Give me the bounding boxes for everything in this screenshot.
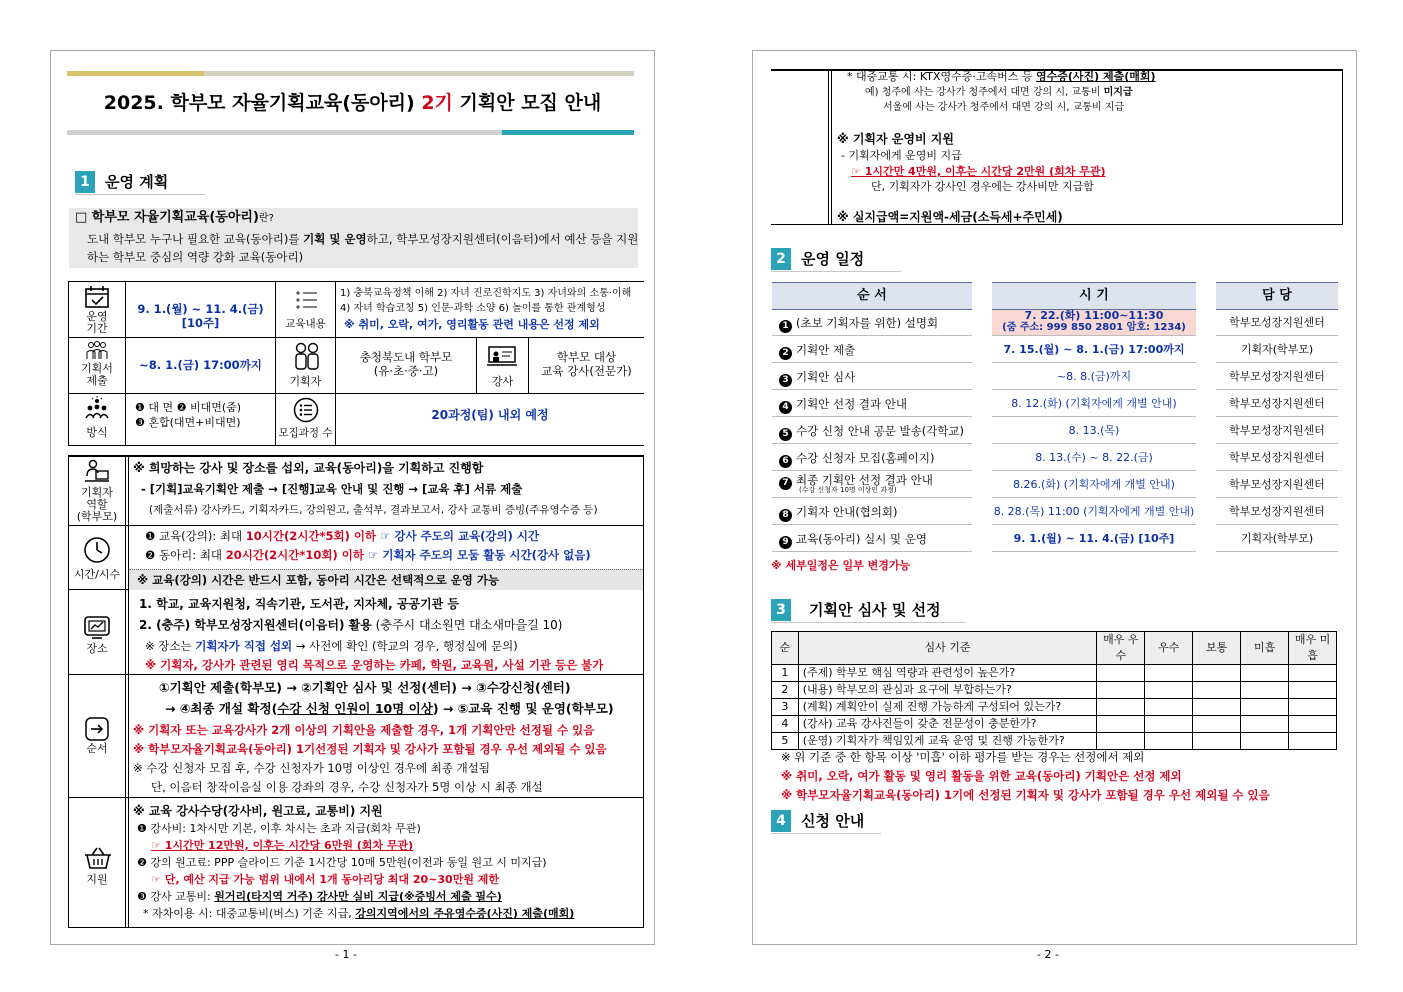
criteria-row [772, 733, 1337, 750]
criteria-text: (강사) 교육 강사진들이 갖춘 전문성이 충분한가? [798, 716, 1097, 733]
schedule-owner: 기획자(학부모) [1240, 532, 1314, 545]
criteria-score-cell[interactable] [1097, 682, 1145, 699]
support-label: 지원 [86, 873, 108, 886]
schedule-time: 8. 12.(화) (기획자에게 개별 안내) [1011, 397, 1177, 410]
place-line-3: ※ 장소는 기획자가 직접 섭외 → 사전에 확인 (학교의 경우, 행정실에 문의) [145, 639, 518, 653]
criteria-note-3: ※ 학부모자율기획교육(동아리) 1기에 선정된 기획자 및 강사가 포함될 경우 우선 제외될 수 있음 [781, 788, 1270, 802]
schedule-task: 5 수강 신청 안내 공문 발송(각학교) [779, 424, 964, 441]
criteria-score-cell[interactable] [1193, 716, 1241, 733]
role-line-3: (제출서류) 강사카드, 기획자카드, 강의원고, 출석부, 결과보고서, 강사 교통비 증빙(주유영수증 등) [149, 504, 598, 516]
schedule-owner: 학부모성장지원센터 [1229, 424, 1325, 437]
schedule-time: ~8. 8.(금)까지 [1056, 370, 1132, 383]
section-4-number: 4 [771, 810, 791, 832]
criteria-row [772, 665, 1337, 682]
definition-line-2: 하는 학부모 중심의 역량 강화 교육(동아리) [87, 250, 304, 264]
p2-top-line-1: * 대중교통 시: KTX영수증·고속버스 등 영수증(사진) 제출(매회) [847, 70, 1156, 83]
arrow-right-box-icon [85, 717, 109, 741]
method-icon [85, 396, 109, 422]
order-line-2: → ④최종 개설 확정(수강 신청 인원이 10명 이상) → ⑤교육 진행 및 운영(학부모) [165, 701, 614, 716]
section-1-number: 1 [75, 171, 95, 193]
place-label: 장소 [86, 642, 108, 655]
monitor-chart-icon [83, 614, 111, 640]
schedule-header-task: 순 서 [772, 282, 972, 310]
criteria-text: (운영) 기획자가 책임있게 교육 운영 및 진행 가능한가? [798, 733, 1097, 750]
title-bar-top [204, 71, 634, 76]
criteria-note-2: ※ 취미, 오락, 여가 활동 및 영리 활동을 위한 교육(동아리) 기획안은 선정 제외 [781, 769, 1182, 783]
schedule-time: 8.26.(화) (기획자에게 개별 안내) [1013, 478, 1175, 491]
criteria-header-very-poor: 매우 미흡 [1289, 632, 1337, 665]
criteria-score-cell[interactable] [1145, 716, 1193, 733]
step-number: 8 [779, 509, 792, 522]
schedule-owner: 기획자(학부모) [1240, 343, 1314, 356]
planner-value: 충청북도내 학부모 (유·초·중·고) [359, 350, 453, 378]
p2-top-line-2: 예) 청주에 사는 강사가 청주에서 대면 강의 시, 교통비 미지급 [865, 87, 1133, 98]
section-3-number: 3 [771, 599, 791, 621]
title-bar-bottom [67, 130, 502, 135]
order-line-4: ※ 학부모자율기획교육(동아리) 1기선정된 기획자 및 강사가 포함될 경우 우선 제외될 수 있음 [133, 742, 607, 756]
schedule-time-note: (줌 주소: 999 850 2801 암호: 1234) [1002, 322, 1186, 333]
place-line-2: 2. (충주) 학부모성장지원센터(이음터) 활용 (충주시 대소원면 대소새마을길 10) [139, 618, 563, 632]
submit-value: ~8. 1.(금) 17:00까지 [139, 358, 262, 372]
criteria-score-cell[interactable] [1097, 665, 1145, 682]
criteria-score-cell[interactable] [1097, 716, 1145, 733]
criteria-no: 2 [772, 682, 799, 699]
schedule-owner: 학부모성장지원센터 [1229, 316, 1325, 329]
criteria-score-cell[interactable] [1289, 699, 1337, 716]
schedule-time: 8. 28.(목) 11:00 (기획자에게 개별 안내) [993, 505, 1195, 518]
order-line-3: ※ 기획자 또는 교육강사가 2개 이상의 기획안을 제출할 경우, 1개 기획안만 선정될 수 있음 [133, 723, 595, 737]
step-number: 7 [779, 477, 792, 490]
p2-top-line-7: 단, 기획자가 강사인 경우에는 강사비만 지급함 [871, 180, 1094, 193]
support-line-7: * 자차이용 시: 대중교통비(버스) 기준 지급, 강의지역에서의 주유영수증(사진) 제출(매회) [143, 907, 575, 920]
list-icon [295, 289, 319, 311]
order-label: 순서 [86, 742, 108, 755]
schedule-header-time: 시 기 [992, 282, 1196, 310]
criteria-header-text: 심사 기준 [798, 632, 1097, 665]
criteria-score-cell[interactable] [1241, 733, 1289, 750]
step-number: 5 [779, 428, 792, 441]
schedule-task: 6 수강 신청자 모집(홈페이지) [779, 451, 934, 468]
list-circle-icon [293, 397, 319, 423]
criteria-score-cell[interactable] [1145, 682, 1193, 699]
criteria-score-cell[interactable] [1241, 665, 1289, 682]
support-line-4: ❷ 강의 원고료: PPP 슬라이드 기준 1시간당 10매 5만원(이전과 동일 원고 시 미지급) [137, 856, 547, 869]
criteria-score-cell[interactable] [1241, 699, 1289, 716]
definition-heading: □ 학부모 자율기획교육(동아리)란? [75, 210, 274, 225]
criteria-score-cell[interactable] [1145, 733, 1193, 750]
schedule-task: 7 최종 기획안 선정 결과 안내 [779, 473, 933, 490]
criteria-score-cell[interactable] [1097, 733, 1145, 750]
step-number: 2 [779, 347, 792, 360]
criteria-score-cell[interactable] [1289, 682, 1337, 699]
support-line-5: ☞ 단, 예산 지급 가능 범위 내에서 1개 동아리당 최대 20~30만원 제한 [151, 873, 500, 886]
criteria-score-cell[interactable] [1193, 699, 1241, 716]
page-number-1: - 1 - [335, 948, 357, 961]
content-line-2: 4) 자녀 학습코칭 5) 인문·과학 소양 6) 놀이를 통한 관계형성 [340, 303, 606, 314]
time-line-3: ※ 교육(강의) 시간은 반드시 포함, 동아리 시간은 선택적으로 운영 가능 [137, 573, 500, 587]
schedule-owner: 학부모성장지원센터 [1229, 370, 1325, 383]
order-line-6: 단, 이음터 창작이음실 이용 강좌의 경우, 수강 신청자가 5명 이상 시 최종 개설 [151, 780, 543, 794]
section-4-title: 신청 안내 [801, 812, 865, 830]
role-label: 기획자 역할 (학부모) [76, 486, 118, 523]
content-line-1: 1) 충북교육정책 이해 2) 자녀 진로진학지도 3) 자녀와의 소통·이해 [340, 288, 632, 299]
schedule-time: 8. 13.(수) ~ 8. 22.(금) [1035, 451, 1153, 464]
schedule-owner: 학부모성장지원센터 [1229, 397, 1325, 410]
clock-icon [83, 536, 111, 564]
schedule-task: 4 기획안 선정 결과 안내 [779, 397, 907, 414]
criteria-score-cell[interactable] [1241, 682, 1289, 699]
schedule-task: 1 (초보 기획자를 위한) 설명회 [779, 316, 938, 333]
criteria-score-cell[interactable] [1241, 716, 1289, 733]
criteria-score-cell[interactable] [1193, 682, 1241, 699]
criteria-score-cell[interactable] [1289, 716, 1337, 733]
people-submit-icon [84, 341, 110, 361]
section-1-title: 운영 계획 [105, 173, 169, 191]
period-label: 운영 기간 [86, 310, 108, 335]
period-value: 9. 1.(월) ~ 11. 4.(금) [10주] [137, 302, 264, 330]
submit-label: 기획서 제출 [81, 362, 113, 387]
schedule-owner: 학부모성장지원센터 [1229, 505, 1325, 518]
order-line-1: ①기획안 제출(학부모) → ②기획안 심사 및 선정(센터) → ③수강신청(센터) [159, 680, 571, 695]
place-line-4: ※ 기획자, 강사가 관련된 영리 목적으로 운영하는 카페, 학원, 교육원, 사설 기관 등은 불가 [145, 658, 604, 672]
content-label: 교육내용 [285, 318, 326, 330]
criteria-score-cell[interactable] [1289, 665, 1337, 682]
time-line-2: ❷ 동아리: 최대 20시간(2시간*10회) 이하 ☞ 기획자 주도의 모둠 활동 시간(강사 없음) [145, 548, 591, 562]
p2-top-line-5: - 기획자에게 운영비 지급 [841, 149, 962, 162]
schedule-header-owner: 담 당 [1216, 282, 1338, 310]
section-3-title: 기획안 심사 및 선정 [809, 601, 941, 619]
method-label: 방식 [86, 426, 108, 439]
schedule-task: 2 기획안 제출 [779, 343, 855, 360]
criteria-score-cell[interactable] [1097, 699, 1145, 716]
page-number-2: - 2 - [1037, 948, 1059, 961]
basket-icon [84, 846, 112, 870]
title-bar-accent [67, 71, 204, 76]
calendar-icon [84, 285, 110, 309]
time-line-1: ❶ 교육(강의): 최대 10시간(2시간*5회) 이하 ☞ 강사 주도의 교육(강의) 시간 [145, 529, 540, 543]
criteria-text: (내용) 학부모의 관심과 요구에 부합하는가? [798, 682, 1097, 699]
lecturer-value: 학부모 대상 교육 강사(전문가) [541, 350, 632, 378]
laptop-person-icon [84, 459, 110, 485]
schedule-task: 8 기획자 안내(협의회) [779, 505, 898, 522]
criteria-text: (주제) 학부모 핵심 역량과 관련성이 높은가? [798, 665, 1097, 682]
criteria-no: 5 [772, 733, 799, 750]
method-line-1: ❶ 대 면 ❷ 비대면(줌) [135, 401, 242, 414]
criteria-header-no: 순 [772, 632, 799, 665]
method-line-2: ❸ 혼합(대면+비대면) [135, 416, 241, 429]
criteria-no: 4 [772, 716, 799, 733]
criteria-score-cell[interactable] [1289, 733, 1337, 750]
planner-icon [292, 341, 322, 371]
criteria-text: (계획) 계획안이 실제 진행 가능하게 구성되어 있는가? [798, 699, 1097, 716]
criteria-header-excellent: 매우 우수 [1097, 632, 1145, 665]
p2-top-line-6: ☞ 1시간만 4만원, 이후는 시간당 2만원 (회차 무관) [851, 165, 1106, 178]
step-number: 4 [779, 401, 792, 414]
schedule-note: ※ 세부일정은 일부 변경가능 [771, 559, 911, 572]
p2-top-line-8: ※ 실지급액=지원액-세금(소득세+주민세) [837, 210, 1063, 224]
order-line-5: ※ 수강 신청자 모집 후, 수강 신청자가 10명 이상인 경우에 최종 개설됨 [133, 761, 490, 775]
criteria-score-cell[interactable] [1145, 699, 1193, 716]
step-number: 3 [779, 374, 792, 387]
criteria-header-average: 보통 [1193, 632, 1241, 665]
schedule-time: 7. 22.(화) 11:00~11:30 [1024, 309, 1164, 322]
place-line-1: 1. 학교, 교육지원청, 직속기관, 도서관, 지자체, 공공기관 등 [139, 597, 459, 611]
schedule-time: 7. 15.(월) ~ 8. 1.(금) 17:00까지 [1003, 343, 1185, 356]
schedule-owner: 학부모성장지원센터 [1229, 478, 1325, 491]
p2-top-line-4: ※ 기획자 운영비 지원 [837, 132, 954, 146]
schedule-task: 3 기획안 심사 [779, 370, 855, 387]
lecturer-label: 강사 [491, 375, 514, 388]
definition-line-1: 도내 학부모 누구나 필요한 교육(동아리)를 기획 및 운영하고, 학부모성장지원센터(이음터)에서 예산 등을 지원 [87, 232, 639, 246]
criteria-row [772, 716, 1337, 733]
criteria-no: 3 [772, 699, 799, 716]
step-number: 6 [779, 455, 792, 468]
criteria-row [772, 682, 1337, 699]
section-2-title: 운영 일정 [801, 250, 865, 268]
criteria-row [772, 699, 1337, 716]
criteria-no: 1 [772, 665, 799, 682]
count-value: 20과정(팀) 내외 예정 [431, 408, 549, 422]
role-line-2: - [기획]교육기획안 제출 → [진행]교육 안내 및 진행 → [교육 후] 서류 제출 [141, 482, 523, 496]
step-number: 9 [779, 536, 792, 549]
p2-top-line-3: 서울에 사는 강사가 청주에서 대면 강의 시, 교통비 지급 [883, 102, 1125, 113]
planner-label: 기획자 [289, 375, 322, 388]
title-bar-teal [502, 130, 634, 135]
step-number: 1 [779, 320, 792, 333]
role-line-1: ※ 희망하는 강사 및 장소를 섭외, 교육(동아리)을 기획하고 진행함 [133, 461, 484, 475]
content-line-3: ※ 취미, 오락, 여가, 영리활동 관련 내용은 선정 제외 [344, 318, 600, 331]
schedule-time: 8. 13.(목) [1068, 424, 1120, 437]
lecturer-icon [486, 345, 518, 369]
support-line-3: ☞ 1시간만 12만원, 이후는 시간당 6만원 (회차 무관) [151, 839, 414, 852]
support-line-6: ❸ 강사 교통비: 원거리(타지역 거주) 강사만 실비 지급(※증빙서 제출 필수) [137, 890, 502, 903]
criteria-score-cell[interactable] [1193, 733, 1241, 750]
schedule-owner: 학부모성장지원센터 [1229, 451, 1325, 464]
criteria-header-poor: 미흡 [1241, 632, 1289, 665]
criteria-score-cell[interactable] [1145, 665, 1193, 682]
support-line-1: ※ 교육 강사수당(강사비, 원고료, 교통비) 지원 [133, 804, 383, 818]
support-line-2: ❶ 강사비: 1차시만 기본, 이후 차시는 초과 지급(회차 무관) [137, 822, 421, 835]
count-label: 모집과정 수 [278, 427, 333, 439]
schedule-task-note: (수강 신청자 10명 이상인 과정) [799, 486, 897, 494]
schedule-task: 9 교육(동아리) 실시 및 운영 [779, 532, 927, 549]
criteria-header-good: 우수 [1145, 632, 1193, 665]
schedule-time: 9. 1.(월) ~ 11. 4.(금) [10주] [1013, 532, 1175, 545]
criteria-score-cell[interactable] [1193, 665, 1241, 682]
criteria-table [771, 631, 1337, 750]
page-1 [50, 50, 655, 945]
page-title: 2025. 학부모 자율기획교육(동아리) 2기 기획안 모집 안내 [103, 92, 602, 114]
time-label: 시간/시수 [73, 568, 121, 581]
page-2 [752, 50, 1357, 945]
criteria-note-1: ※ 위 기준 중 한 항목 이상 '미흡' 이하 평가를 받는 경우는 선정에서 제외 [781, 750, 1145, 764]
section-2-number: 2 [771, 248, 791, 270]
